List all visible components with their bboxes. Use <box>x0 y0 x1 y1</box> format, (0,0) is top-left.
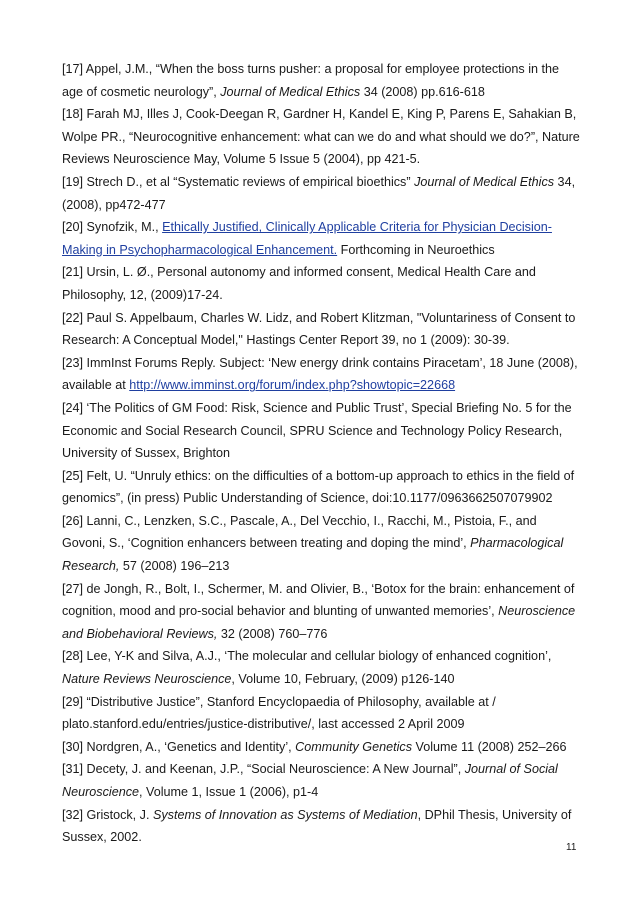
ref-text: [24] ‘The Politics of GM Food: Risk, Science and Public Trust’, Special Briefing No. 5 for the Economic and Social Research Council, SPRU Science and Technology Policy Research, University of Sussex, Brighton <box>62 400 572 461</box>
reference-29 <box>62 691 582 736</box>
ref-text: Volume 11 (2008) 252–266 <box>412 739 567 754</box>
ref-text: , DPhil Thesis, University of Sussex, 2002. <box>62 807 572 845</box>
reference-22 <box>62 307 582 352</box>
reference-25 <box>62 465 582 510</box>
ref-text: 32 (2008) 760–776 <box>217 626 328 641</box>
reference-31 <box>62 758 582 803</box>
ref-text: 57 (2008) 196–213 <box>119 559 230 574</box>
ref-text: , Volume 1, Issue 1 (2006), p1-4 <box>139 785 319 799</box>
ref-text: , Volume 10, February, (2009) p126-140 <box>231 672 455 687</box>
journal-title: Neuroscience and Biobehavioral Reviews, <box>62 604 576 641</box>
reference-17 <box>62 58 582 103</box>
thesis-title: Systems of Innovation as Systems of Mediation <box>152 807 418 822</box>
reference-32 <box>62 804 582 849</box>
ref-text: [19] Strech D., et al “Systematic reviews of empirical bioethics” <box>62 174 415 189</box>
ref-text: [26] Lanni, C., Lenzken, S.C., Pascale, A., Del Vecchio, I., Racchi, M., Pistoia, F., and Govoni, S., ‘Cognition enhancers between treating and doping the mind’, <box>62 513 537 551</box>
reference-20 <box>62 216 582 261</box>
reference-23 <box>62 352 582 397</box>
ref-text: [29] “Distributive Justice”, Stanford Encyclopaedia of Philosophy, available at / plato.stanford.edu/entries/justice-distributive/, last accessed 2 April 2009 <box>62 694 496 732</box>
ref-text: [20] Synofzik, M., <box>62 220 163 235</box>
page-number: 11 <box>566 842 577 853</box>
ref-text: [32] Gristock, J. <box>62 807 153 822</box>
ref-text: [22] Paul S. Appelbaum, Charles W. Lidz, and Robert Klitzman, "Voluntariness of Consent to Research: A Conceptual Model," Hastings Center Report 39, no 1 (2009): 30-39. <box>62 310 576 348</box>
ref-text: [31] Decety, J. and Keenan, J.P., “Social Neuroscience: A New Journal”, <box>62 762 465 777</box>
ref-text: [28] Lee, Y-K and Silva, A.J., ‘The molecular and cellular biology of enhanced cognition’, <box>62 649 552 664</box>
article-link[interactable]: Ethically Justified, Clinically Applicable Criteria for Physician Decision-Making in Psychopharmacological Enhancement. <box>62 220 552 257</box>
forum-url-link[interactable]: http://www.imminst.org/forum/index.php?showtopic=22668 <box>129 378 456 393</box>
reference-30 <box>62 736 582 759</box>
reference-26 <box>62 510 582 578</box>
journal-title: Nature Reviews Neuroscience <box>62 672 232 687</box>
ref-text: 34 (2008) pp.616-618 <box>360 84 485 99</box>
journal-title: Journal of Social Neuroscience <box>62 762 558 799</box>
reference-19 <box>62 171 582 216</box>
ref-text: [21] Ursin, L. Ø., Personal autonomy and informed consent, Medical Health Care and Philosophy, 12, (2009)17-24. <box>62 265 536 302</box>
ref-text: [25] Felt, U. “Unruly ethics: on the difficulties of a bottom-up approach to ethics in the field of genomics”, (in press) Public Understanding of Science, doi:10.1177/0963662507079902 <box>62 468 575 506</box>
reference-27 <box>62 578 582 646</box>
ref-text: [18] Farah MJ, Illes J, Cook-Deegan R, Gardner H, Kandel E, King P, Parens E, Sahakian B, Wolpe PR., “Neurocognitive enhancement: what can we do and what should we do?”, Nature Reviews Neuroscience May, Volume 5 Issue 5 (2004), pp 421-5. <box>62 107 580 167</box>
reference-21 <box>62 261 582 306</box>
ref-text: [17] Appel, J.M., “When the boss turns pusher: a proposal for employee protections in the age of cosmetic neurology”, <box>62 62 560 99</box>
reference-24 <box>62 397 582 465</box>
reference-18 <box>62 103 582 171</box>
ref-text: 34, (2008), pp472-477 <box>62 174 576 212</box>
ref-text: Forthcoming in Neuroethics <box>337 242 495 257</box>
ref-text: [27] de Jongh, R., Bolt, I., Schermer, M. and Olivier, B., ‘Botox for the brain: enhancement of cognition, mood and pro-social behavior and blunting of unwanted memories’, <box>62 581 575 619</box>
reference-28 <box>62 645 582 690</box>
journal-title: Pharmacological Research, <box>62 536 564 574</box>
ref-text: [30] Nordgren, A., ‘Genetics and Identity’, <box>62 739 296 754</box>
journal-title: Journal of Medical Ethics <box>220 84 361 99</box>
journal-title: Community Genetics <box>295 739 413 754</box>
journal-title: Journal of Medical Ethics <box>414 174 555 189</box>
reference-list <box>62 58 582 849</box>
ref-text: [23] ImmInst Forums Reply. Subject: ‘New energy drink contains Piracetam’, 18 June (2008), available at <box>62 355 578 393</box>
